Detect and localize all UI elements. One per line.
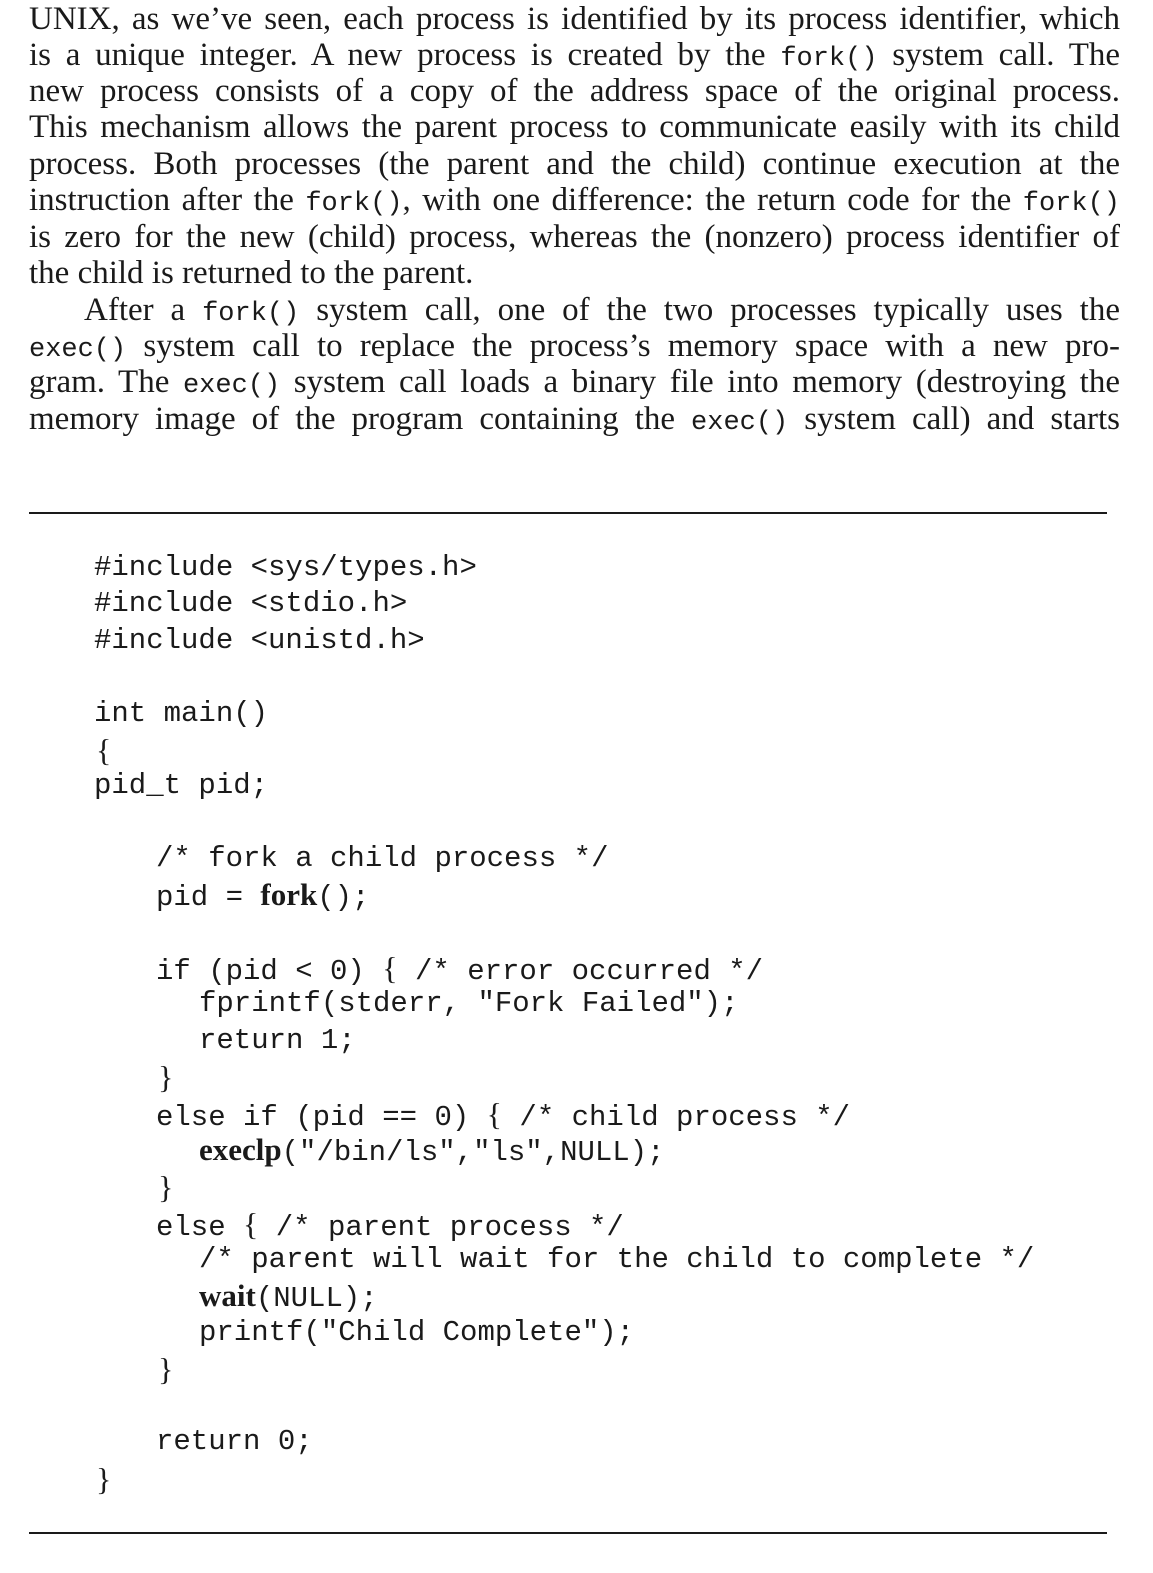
code-line: printf("Child Complete"); — [199, 1316, 635, 1349]
code-token: ("/bin/ls","ls",NULL); — [281, 1136, 665, 1169]
paragraph-line — [29, 328, 1120, 364]
code-line — [156, 1096, 850, 1132]
paragraph-line — [29, 109, 1120, 145]
paragraph-line — [84, 292, 1120, 328]
code-line: #include <stdio.h> — [94, 587, 408, 620]
text-run: is zero for the new (child) process, whereas the (nonzero) process identifier of — [29, 219, 1120, 255]
paragraph-line — [29, 219, 1120, 255]
code-token: /* error occurred */ — [397, 955, 764, 988]
text-run: system call loads a binary file into memory (destroying the — [280, 364, 1121, 400]
code-line — [199, 1132, 665, 1168]
text-run: system call) and starts — [788, 401, 1120, 437]
code-line: #include <unistd.h> — [94, 624, 425, 657]
code-line: return 0; — [156, 1425, 313, 1458]
code-line: /* parent will wait for the child to complete */ — [199, 1243, 1035, 1276]
code-token-bold: execlp — [199, 1132, 282, 1167]
code-line: #include <sys/types.h> — [94, 551, 477, 584]
code-brace: { — [486, 1096, 503, 1132]
figure-bottom-rule — [29, 1532, 1107, 1534]
inline-code: exec() — [29, 335, 127, 365]
paragraph-line — [29, 364, 1120, 400]
code-token: (); — [317, 881, 370, 914]
code-line: { — [96, 732, 112, 768]
code-token: (NULL); — [255, 1282, 378, 1315]
code-line — [156, 1206, 624, 1242]
text-run: UNIX, as we’ve seen, each process is identified by its process identifier, which — [29, 1, 1120, 37]
paragraph-line — [29, 73, 1120, 109]
text-run: system call, one of the two processes typically uses the — [299, 292, 1120, 328]
code-brace: { — [243, 1206, 259, 1242]
code-token: else — [156, 1211, 244, 1244]
text-run: memory image of the program containing the — [29, 401, 692, 437]
text-run: system call to replace the process’s memory space with a new pro- — [126, 328, 1120, 364]
text-run: the child is returned to the parent. — [29, 255, 474, 291]
inline-code: exec() — [182, 371, 281, 401]
text-run: , with one difference: the return code for the — [402, 182, 1023, 218]
text-run: is a unique integer. A new process is created by the — [29, 37, 781, 73]
code-line — [156, 950, 763, 986]
inline-code: fork() — [202, 299, 300, 329]
code-line: } — [96, 1461, 112, 1497]
code-line — [199, 1278, 378, 1314]
text-run: process. Both processes (the parent and the child) continue execution at the — [29, 146, 1120, 182]
code-token: /* child process */ — [502, 1101, 851, 1134]
code-token: pid = — [156, 881, 261, 914]
text-run: new process consists of a copy of the address space of the original process. — [29, 73, 1120, 109]
code-token: /* parent process */ — [258, 1211, 624, 1244]
code-token: else if (pid == 0) — [156, 1101, 487, 1134]
paragraph-line — [29, 182, 1120, 218]
code-token: if (pid < 0) — [156, 955, 383, 988]
text-run: After a — [84, 292, 203, 328]
inline-code: fork() — [780, 44, 878, 74]
inline-code: exec() — [691, 408, 789, 438]
code-line: /* fork a child process */ — [156, 842, 609, 875]
paragraph-line — [29, 146, 1120, 182]
code-line: } — [158, 1169, 174, 1205]
code-line — [156, 877, 369, 913]
code-line: fprintf(stderr, "Fork Failed"); — [199, 987, 739, 1020]
paragraph-line — [29, 1, 1120, 37]
code-line: return 1; — [199, 1024, 356, 1057]
inline-code: fork() — [305, 189, 403, 219]
code-token-bold: wait — [199, 1278, 256, 1313]
paragraph-line — [29, 401, 1120, 437]
text-run: system call. The — [877, 37, 1120, 73]
text-run: gram. The — [29, 364, 183, 400]
code-brace: { — [382, 950, 398, 986]
code-line: int main() — [94, 697, 269, 730]
inline-code: fork() — [1022, 189, 1120, 219]
text-run: This mechanism allows the parent process to communicate easily with its child — [29, 109, 1120, 145]
paragraph-line — [29, 255, 1120, 291]
code-line: pid_t pid; — [94, 769, 269, 802]
code-line: } — [158, 1351, 174, 1387]
code-line: } — [158, 1059, 174, 1095]
paragraph-line — [29, 37, 1120, 73]
text-run: instruction after the — [29, 182, 306, 218]
code-token-bold: fork — [260, 877, 318, 912]
figure-top-rule — [29, 512, 1107, 514]
